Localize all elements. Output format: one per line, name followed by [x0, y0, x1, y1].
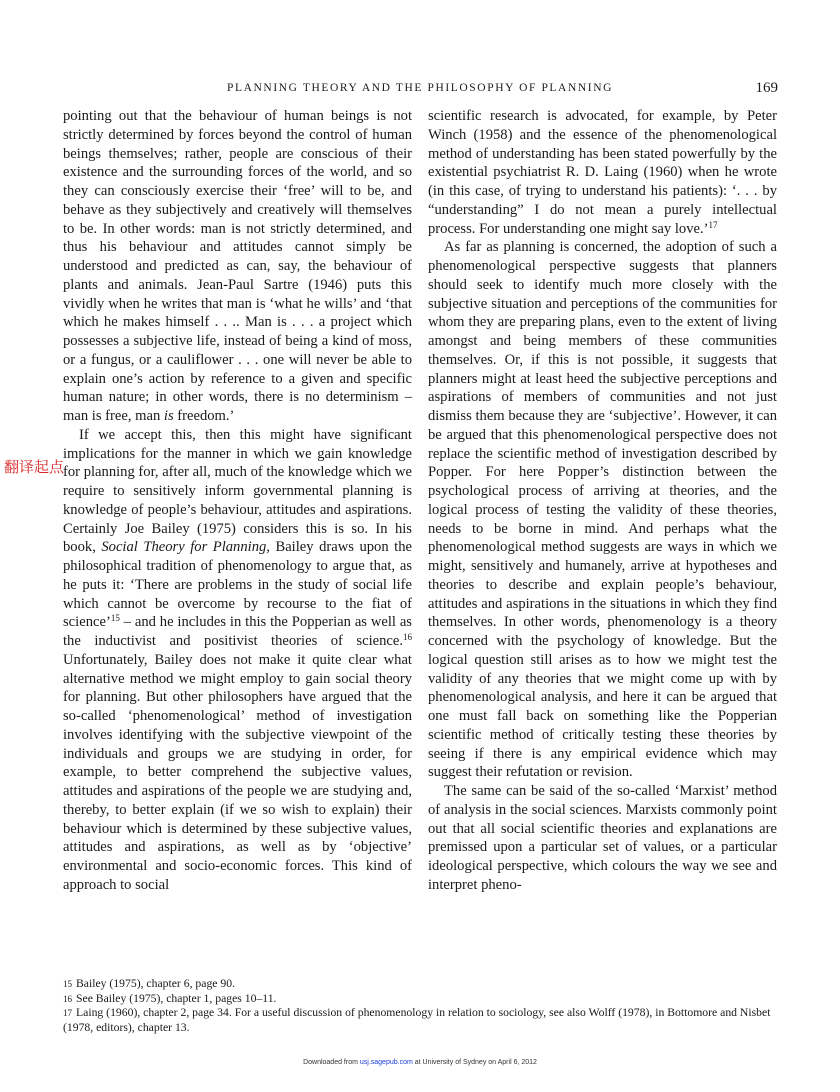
paragraph: pointing out that the behaviour of human beings is not strictly determined by forces beyond the control of human beings themselves; rather, people are conscious of their existence and the surrounding forces of the world, and so they can consciously exercise their ‘free’ will to be, and behave as they subjectively and creatively will themselves to be. In other words: man is not strictly determined, and thus his behaviour and attitudes cannot simply be understood and predicted as can, say, the behaviour of plants and animals. Jean-Paul Sartre (1946) puts this vividly when he writes that man is ‘what he wills’ and ‘that which he makes himself . . .. Man is . . . a project which possesses a subjective life, instead of being a kind of moss, or a fungus, or a cauliflower . . . one will never be able to explain one’s action by reference to a given and specific human nature; in other words, there is no determinism – man is free, man is freedom.’ [63, 108, 412, 424]
footnote-ref[interactable]: 17 [708, 219, 718, 230]
book-title: Social Theory for Planning [101, 539, 267, 556]
footnote: 16 See Bailey (1975), chapter 1, pages 10–11. [63, 991, 277, 1005]
paragraph: The same can be said of the so-called ‘Marxist’ method of analysis in the social sciences. Marxists commonly point out that all social scientific theories and explanations are premissed upon a particular set of values, or a particular ideological perspective, which colours the way we see and interpret pheno- [428, 783, 777, 893]
footnote-ref[interactable]: 15 [110, 613, 120, 624]
right-column [428, 107, 777, 895]
running-header [62, 80, 778, 100]
translation-start-annotation: 翻译起点 [4, 458, 65, 476]
footnotes [63, 977, 783, 1035]
running-title: PLANNING THEORY AND THE PHILOSOPHY OF PLANNING [226, 82, 614, 94]
footnote: 15 Bailey (1975), chapter 6, page 90. [63, 977, 236, 990]
download-footer: Downloaded from usj.sagepub.com at University of Sydney on April 6, 2012 [303, 1059, 537, 1066]
page-number: 169 [755, 80, 778, 96]
paragraph: scientific research is advocated, for example, by Peter Winch (1958) and the essence of the phenomenological method of understanding has been stated powerfully by the existential psychiatrist R. D. Laing (1960) when he wrote (in this case, of trying to understand his patients): ‘. . . by “understanding” I do not mean a purely intellectual process. For understanding one might say love.’$^{17}$ [428, 108, 777, 237]
footnote-ref[interactable]: 16 [403, 632, 412, 642]
paragraph: As far as planning is concerned, the adoption of such a phenomenological perspective suggests that planners should seek to identify much more closely with the subjective situation and perceptions of the communities for whom they are preparing plans, even to the extent of living amongst and being members of these communities themselves. Or, if this is not possible, it suggests that planners might at least heed the subjective perceptions and aspirations of members of communities and not just dismiss them because they are ‘subjective’. However, it can be argued that this phenomenological perspective does not replace the scientific method of investigation described by Popper. For here Popper’s distinction between the psychological process of arriving at theories, and the logical process of testing the validity of these theories, needs to be borne in mind. And perhaps what the phenomenological method suggests are ways in which we might, sensitively and humanely, arrive at hypotheses and theories to describe and explain people’s behaviour, attitudes and aspirations in the situations in which they find themselves. In other words, phenomenology is a theory concerned with the psychology of knowledge. But the logical question still arises as to how we might test the validity of any theories that we might come up with by phenomenological analysis, and here it can be argued that one must fall back on something like the Popperian scientific method of critically testing these theories by seeing if there is any empirical evidence which may suggest their refutation or revision. [428, 239, 777, 781]
footnote: 17 Laing (1960), chapter 2, page 34. For a useful discussion of phenomenology in relation to sociology, see also Wolff (1978), in Bottomore and Nisbet (1978, editors), chapter 13. [63, 1006, 771, 1034]
left-column [63, 107, 412, 895]
paragraph: If we accept this, then this might have significant implications for the manner in which we gain knowledge for planning for, after all, much of the knowledge which we require to sensitively inform governmental planning is knowledge of people’s behaviour, attitudes and aspirations. Certainly Joe Bailey (1975) considers this is so. In his book, Social Theory for Planning, Bailey draws upon the philosophical tradition of phenomenology to argue that, as he puts it: ‘There are problems in the study of social life which cannot be overcome by recourse to the fiat of science’$^{15}$ – and he includes in this the Popperian as well as the inductivist and positivist theories of science.$^{16}$ Unfortunately, Bailey does not make it quite clear what alternative method we might employ to gain social theory for planning. But other philosophers have argued that the so-called ‘phenomenological’ method of investigation involves identifying with the subjective viewpoint of the individuals and groups we are studying in order, for example, to better comprehend the subjective values, attitudes and aspirations of the people we are studying and, thereby, to better explain (if we so wish to explain) their behaviour which is determined by these subjective values, attitudes and aspirations, as well as by ‘objective’ environmental and socio-economic forces. This kind of approach to social [63, 426, 412, 893]
source-link[interactable]: usj.sagepub.com [359, 1059, 413, 1066]
